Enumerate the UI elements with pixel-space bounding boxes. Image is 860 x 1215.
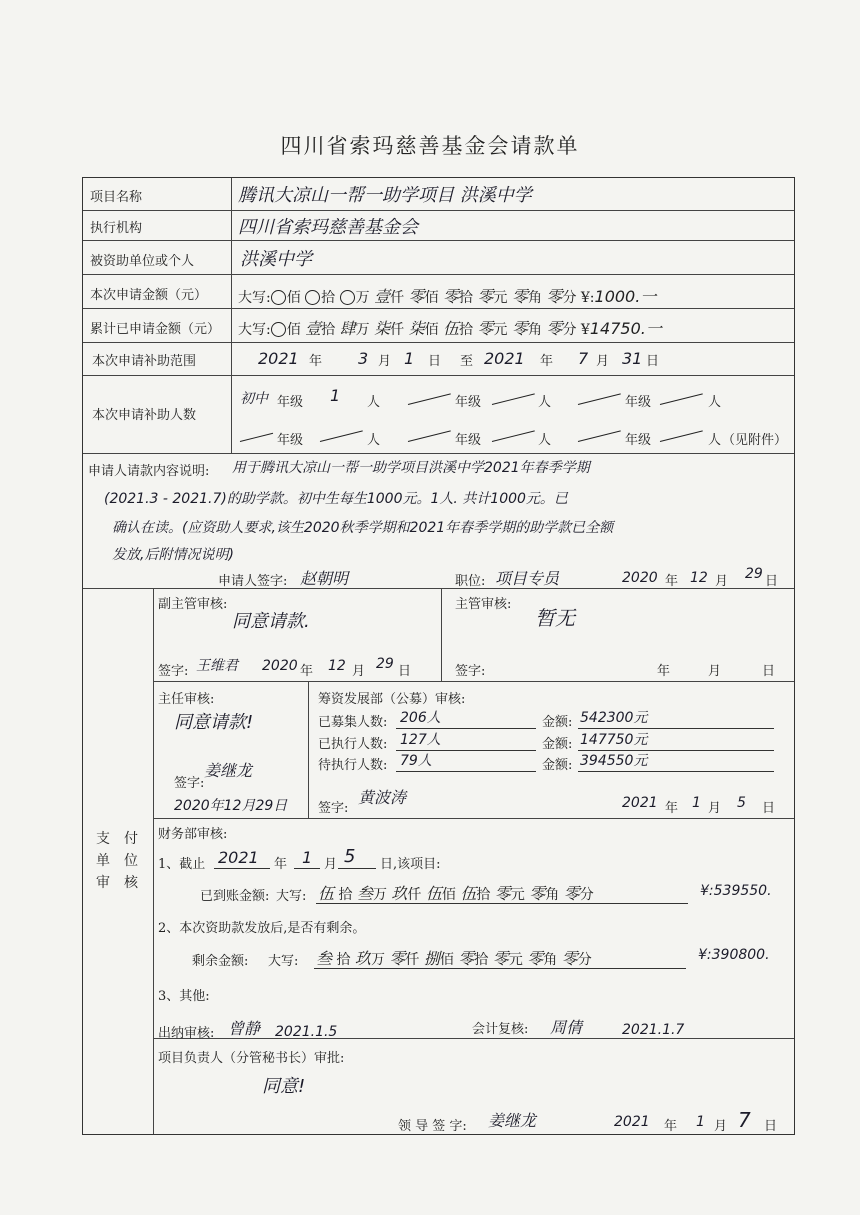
underline (294, 868, 320, 869)
finance-item1-month: 1 (302, 848, 313, 867)
leader-year: 2021 (614, 1114, 650, 1130)
raised-amount: 542300元 (580, 710, 648, 726)
yen-sign: ¥ (580, 322, 590, 338)
daxie-label: 大写: (238, 322, 271, 338)
supervisor-opinion: 暂无 (535, 606, 575, 630)
deputy-year: 2020 (262, 658, 298, 674)
side-char: 审 (96, 875, 110, 891)
amount-cumulative-label: 累计已申请金额（元） (90, 322, 221, 337)
unit: 万 (355, 322, 370, 338)
side-label-left (96, 828, 110, 894)
applicant-month: 12 (690, 570, 708, 586)
raised-value: 206人 (400, 710, 441, 726)
unit: 佰 (286, 290, 301, 306)
col-divider (153, 588, 154, 1134)
digit: 零 (443, 287, 460, 306)
year-label: 年 (665, 574, 679, 589)
month-label: 月 (708, 664, 722, 679)
cashier-label: 出纳审核: (158, 1026, 215, 1041)
digit: 零 (458, 949, 475, 968)
unit: 拾 (338, 887, 353, 903)
fundraising-day: 5 (737, 795, 746, 811)
deputy-signature: 王维君 (196, 658, 238, 674)
underline (578, 771, 774, 772)
col-divider (308, 681, 309, 818)
fundraising-month: 1 (692, 795, 701, 811)
month-label: 月 (324, 857, 338, 872)
unit: 佰 (424, 290, 439, 306)
leader-label: 项目负责人（分管秘书长）审批: (158, 1051, 345, 1066)
pending-amount: 394550元 (580, 753, 648, 769)
day-label: 日 (398, 664, 412, 679)
void-circle (340, 290, 355, 305)
digit: 玖 (391, 884, 408, 903)
unit: 拾 (336, 952, 351, 968)
year-label: 年 (540, 354, 554, 369)
row-divider (83, 308, 794, 309)
row-divider (83, 342, 794, 343)
unit: 分 (562, 290, 577, 306)
person-label: 人 (367, 433, 381, 448)
unit: 分 (562, 322, 577, 338)
digit: 柒 (374, 319, 391, 338)
row-divider (83, 210, 794, 211)
side-char: 支 (96, 831, 110, 847)
unit: 佰 (441, 887, 456, 903)
year-label: 年 (300, 664, 314, 679)
digit: 零 (492, 949, 509, 968)
cashier-signature: 曾静 (228, 1019, 261, 1038)
remaining-number: ¥:390800. (698, 947, 770, 963)
underline (338, 868, 376, 869)
unit: 拾 (321, 290, 336, 306)
void-circle (305, 290, 320, 305)
unit: 分 (579, 887, 594, 903)
digit: 零 (546, 287, 563, 306)
request-desc-line: (2021.3 - 2021.7)的助学款。初中生每生1000元。1人. 共计1000元。已 (104, 491, 568, 507)
row-divider (153, 681, 794, 682)
project-name-label: 项目名称 (90, 190, 143, 205)
fundraising-signature: 黄波涛 (358, 788, 407, 807)
digit: 零 (511, 287, 528, 306)
unit: 拾 (459, 290, 474, 306)
month-label: 月 (378, 354, 392, 369)
deputy-label: 副主管审核: (158, 597, 228, 612)
cashier-date: 2021.1.5 (275, 1024, 338, 1040)
finance-label: 财务部审核: (158, 827, 228, 842)
day-label: 日 (646, 354, 660, 369)
amount-number: 14750.一 (589, 319, 662, 338)
request-desc-line: 用于腾讯大凉山一帮一助学项目洪溪中学2021年春季学期 (232, 460, 590, 476)
digit: 叁 (356, 884, 373, 903)
position-label: 职位: (455, 574, 486, 589)
accountant-label: 会计复核: (472, 1022, 529, 1037)
digit: 零 (389, 949, 406, 968)
director-sign-label: 签字: (174, 776, 205, 791)
deputy-day: 29 (376, 656, 394, 672)
range-label: 本次申请补助范围 (92, 354, 197, 369)
month-label: 月 (708, 801, 722, 816)
grade-label: 年级 (277, 395, 304, 410)
day-label: 日 (764, 1119, 778, 1134)
side-char: 单 (96, 853, 110, 869)
month-label: 月 (596, 354, 610, 369)
executed-amount: 147750元 (580, 732, 648, 748)
finance-item2: 2、本次资助款发放后,是否有剩余。 (158, 921, 366, 936)
grade-label: 年级 (455, 433, 482, 448)
digit: 零 (477, 287, 494, 306)
person-label: 人 (708, 395, 722, 410)
fundraising-label: 筹资发展部（公募）审核: (318, 692, 466, 707)
fundraising-year: 2021 (622, 795, 658, 811)
leader-opinion: 同意! (262, 1076, 306, 1097)
digit: 伍 (425, 884, 442, 903)
received-number: ¥:539550. (700, 883, 772, 899)
digit: 柒 (408, 319, 425, 338)
deputy-sign-label: 签字: (158, 664, 189, 679)
recipient-label: 被资助单位或个人 (90, 254, 195, 269)
row-divider (83, 588, 794, 589)
digit: 玖 (354, 949, 371, 968)
recipient-value: 洪溪中学 (240, 249, 312, 270)
day-label: 日,该项目: (380, 857, 441, 872)
side-label-right (124, 828, 138, 894)
underline (214, 868, 270, 869)
digit: 零 (511, 319, 528, 338)
unit: 仟 (407, 887, 422, 903)
unit: 角 (545, 887, 560, 903)
unit: 拾 (476, 887, 491, 903)
to-label: 至 (460, 354, 474, 369)
director-opinion: 同意请款! (174, 712, 254, 733)
grade-label: 年级 (277, 433, 304, 448)
range-start-year: 2021 (258, 349, 299, 368)
digit: 零 (527, 949, 544, 968)
fundraising-sign-label: 签字: (318, 801, 349, 816)
unit: 仟 (390, 290, 405, 306)
month-label: 月 (714, 1119, 728, 1134)
executor-label: 执行机构 (90, 221, 143, 236)
executed-value: 127人 (400, 732, 441, 748)
row-divider (153, 818, 794, 819)
request-desc-line: 发放,后附情况说明) (112, 547, 234, 563)
underline (316, 903, 688, 904)
col-divider (231, 178, 232, 453)
grade-label: 年级 (625, 395, 652, 410)
applicant-signature: 赵朝明 (300, 569, 349, 588)
digit: 伍 (460, 884, 477, 903)
leader-sign-label: 领 导 签 字: (398, 1119, 467, 1134)
digit: 零 (563, 884, 580, 903)
year-label: 年 (657, 664, 671, 679)
digit: 零 (529, 884, 546, 903)
digit: 伍 (318, 884, 335, 903)
day-label: 日 (762, 801, 776, 816)
amount-cumulative-row (238, 316, 662, 339)
digit: 零 (546, 319, 563, 338)
unit: 拾 (321, 322, 336, 338)
range-end-day: 31 (622, 349, 643, 368)
year-label: 年 (309, 354, 323, 369)
month-label: 月 (715, 574, 729, 589)
pending-label: 待执行人数: (318, 758, 388, 773)
unit: 仟 (390, 322, 405, 338)
digit: 零 (408, 287, 425, 306)
raised-label: 已募集人数: (318, 715, 388, 730)
unit: 佰 (286, 322, 301, 338)
digit: 零 (561, 949, 578, 968)
unit: 万 (370, 952, 385, 968)
person-label: 人 (708, 433, 722, 448)
digit: 肆 (339, 319, 356, 338)
digit: 零 (477, 319, 494, 338)
director-date: 2020年12月29日 (174, 798, 288, 814)
side-char: 付 (124, 831, 138, 847)
day-label: 日 (765, 574, 779, 589)
executor-value: 四川省索玛慈善基金会 (238, 217, 418, 238)
grade-label: 年级 (625, 433, 652, 448)
digit: 零 (494, 884, 511, 903)
remaining-label: 剩余金额: (192, 954, 249, 969)
unit: 角 (528, 322, 542, 338)
amount-this-label: 本次申请金额（元） (90, 288, 208, 303)
position-value: 项目专员 (495, 569, 560, 588)
applicant-year: 2020 (622, 570, 658, 586)
person-label: 人 (538, 433, 552, 448)
people-grade-1: 初中 (240, 391, 268, 407)
range-start-day: 1 (404, 349, 415, 368)
year-label: 年 (274, 857, 288, 872)
accountant-signature: 周倩 (550, 1018, 583, 1037)
daxie-label: 大写: (238, 290, 271, 306)
digit: 捌 (423, 949, 440, 968)
digit: 壹 (305, 319, 322, 338)
daxie-label: 大写: (268, 954, 299, 969)
row-divider (83, 240, 794, 241)
director-label: 主任审核: (158, 692, 215, 707)
person-label: 人 (538, 395, 552, 410)
yen-sign: ¥: (580, 290, 595, 306)
row-divider (83, 453, 794, 454)
unit: 元 (510, 887, 525, 903)
pending-value: 79人 (400, 753, 432, 769)
accountant-date: 2021.1.7 (622, 1022, 685, 1038)
range-end-year: 2021 (484, 349, 525, 368)
daxie-label: 大写: (276, 889, 307, 904)
supervisor-label: 主管审核: (455, 597, 512, 612)
amount-label: 金额: (542, 737, 573, 752)
unit: 拾 (474, 952, 489, 968)
row-divider (83, 274, 794, 275)
applicant-day: 29 (745, 566, 763, 582)
deputy-opinion: 同意请款. (232, 611, 310, 632)
year-label: 年 (665, 801, 679, 816)
received-label: 已到账金额: (200, 889, 270, 904)
person-label: 人 (367, 395, 381, 410)
supervisor-sign-label: 签字: (455, 664, 486, 679)
range-start-month: 3 (358, 349, 369, 368)
director-signature: 姜继龙 (204, 761, 253, 780)
digit: 叁 (316, 949, 333, 968)
underline (314, 968, 686, 969)
deputy-month: 12 (328, 658, 346, 674)
people-count-1: 1 (330, 386, 341, 405)
unit: 元 (493, 290, 508, 306)
unit: 万 (372, 887, 387, 903)
unit: 角 (527, 290, 542, 306)
grade-label: 年级 (455, 395, 482, 410)
day-label: 日 (428, 354, 442, 369)
amount-label: 金额: (542, 715, 573, 730)
finance-item3: 3、其他: (158, 989, 210, 1004)
unit: 分 (577, 952, 592, 968)
finance-item1-day: 5 (344, 846, 356, 867)
range-end-month: 7 (578, 349, 589, 368)
attachment-note: （见附件） (722, 433, 788, 448)
year-label: 年 (664, 1119, 678, 1134)
unit: 仟 (405, 952, 420, 968)
unit: 元 (493, 322, 508, 338)
received-amount-row (318, 881, 594, 904)
request-desc-line: 确认在读。(应资助人要求,该生2020秋季学期和2021年春季学期的助学款已全额 (112, 520, 614, 536)
people-label: 本次申请补助人数 (92, 408, 197, 423)
underline (396, 771, 536, 772)
digit: 壹 (374, 287, 391, 306)
unit: 元 (508, 952, 523, 968)
form-title: 四川省索玛慈善基金会请款单 (280, 134, 580, 158)
amount-this-row (238, 284, 656, 307)
project-name-value: 腾讯大凉山一帮一助学项目 洪溪中学 (238, 185, 532, 206)
row-divider (83, 375, 794, 376)
applicant-sign-label: 申请人签字: (218, 574, 288, 589)
amount-label: 金额: (542, 758, 573, 773)
finance-item1-prefix: 1、截止 (158, 857, 206, 872)
side-char: 核 (124, 875, 138, 891)
unit: 佰 (439, 952, 454, 968)
void-circle (271, 290, 286, 305)
digit: 伍 (443, 319, 460, 338)
void-circle (271, 322, 286, 337)
finance-item1-year: 2021 (218, 848, 259, 867)
amount-number: 1000.一 (594, 287, 657, 306)
leader-signature: 姜继龙 (488, 1111, 537, 1130)
request-desc-label: 申请人请款内容说明: (88, 464, 210, 479)
side-char: 位 (124, 853, 138, 869)
col-divider (441, 588, 442, 681)
month-label: 月 (352, 664, 366, 679)
unit: 佰 (424, 322, 439, 338)
day-label: 日 (762, 664, 776, 679)
executed-label: 已执行人数: (318, 737, 388, 752)
unit: 拾 (459, 322, 474, 338)
leader-month: 1 (696, 1114, 705, 1130)
unit: 角 (543, 952, 558, 968)
remaining-amount-row (316, 946, 592, 969)
leader-day: 7 (738, 1108, 751, 1132)
unit: 万 (355, 290, 370, 306)
